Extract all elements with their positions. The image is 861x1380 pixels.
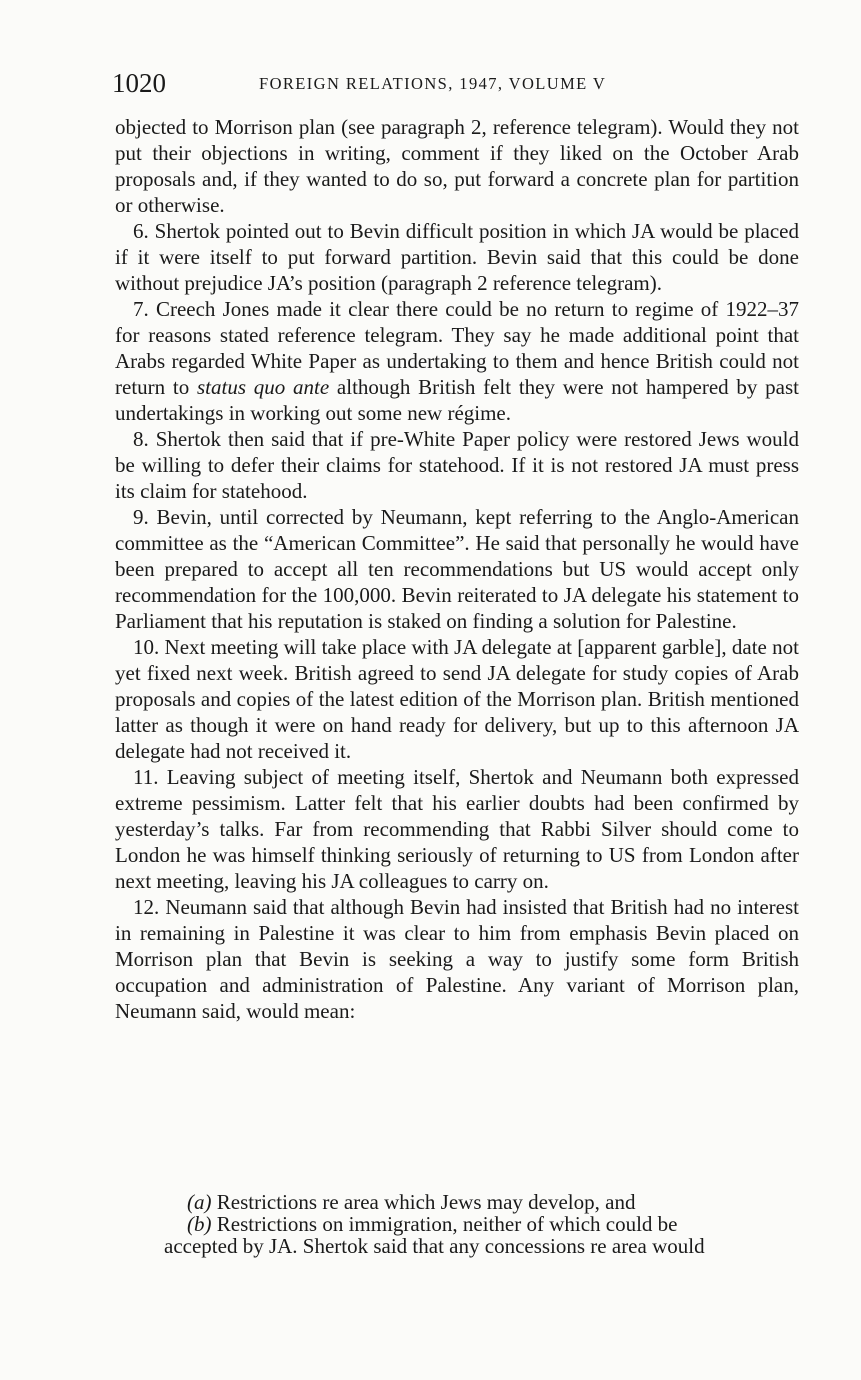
paragraph-7-text-before: 7. Creech Jones made it clear there could be no return to regime of 1922–37 for reasons stated reference telegram. They say he made additional point that Arabs regarded White Paper as undertaking to them and hence British could not return to: [115, 297, 799, 399]
paragraph-9: 9. Bevin, until corrected by Neumann, kept referring to the Anglo-American committee as the “American Committee”. He said that personally he would have been prepared to accept all ten recommendations but US would accept only recommendation for the 100,000. Bevin reiterated to JA delegate his statement to Parliament that his reputation is staked on finding a solution for Palestine.: [115, 505, 799, 633]
body-text: [115, 114, 799, 1024]
paragraph-continued: objected to Morrison plan (see paragraph 2, reference telegram). Would they not put their objections in writing, comment if they liked on the October Arab proposals and, if they wanted to do so, put forward a concrete plan for partition or otherwise.: [115, 115, 799, 217]
list-item-text: Restrictions re area which Jews may develop, and: [216, 1190, 636, 1214]
list-item-marker: (b): [187, 1212, 212, 1236]
paragraph-11: 11. Leaving subject of meeting itself, Shertok and Neumann both expressed extreme pessimism. Latter felt that his earlier doubts had been confirmed by yesterday’s talks. Far from recommending that Rabbi Silver should come to London he was himself thinking seriously of returning to US from London after next meeting, leaving his JA colleagues to carry on.: [115, 765, 799, 893]
paragraph-12: 12. Neumann said that although Bevin had insisted that British had no interest in remaining in Palestine it was clear to him from emphasis Bevin placed on Morrison plan that Bevin is seeking a way to justify some form British occupation and administration of Palestine. Any variant of Morrison plan, Neumann said, would mean:: [115, 895, 799, 1023]
paragraph-10: 10. Next meeting will take place with JA delegate at [apparent garble], date not yet fixed next week. British agreed to send JA delegate for study copies of Arab proposals and copies of the latest edition of the Morrison plan. British mentioned latter as though it were on hand ready for delivery, but up to this afternoon JA delegate had not received it.: [115, 635, 799, 763]
list-item-marker: (a): [187, 1190, 212, 1214]
restrictions-list: [115, 1191, 799, 1257]
paragraph-7: [115, 296, 799, 426]
paragraph-7-italic-phrase: status quo ante: [196, 375, 330, 399]
paragraph-6: 6. Shertok pointed out to Bevin difficult position in which JA would be placed if it were itself to put forward partition. Bevin said that this could be done without prejudice JA’s position (paragraph 2 reference telegram).: [115, 219, 799, 295]
running-head: FOREIGN RELATIONS, 1947, VOLUME V: [259, 74, 607, 93]
list-continuation: accepted by JA. Shertok said that any concessions re area would: [164, 1234, 705, 1258]
paragraph-8: 8. Shertok then said that if pre-White Paper policy were restored Jews would be willing to defer their claims for statehood. If it is not restored JA must press its claim for statehood.: [115, 427, 799, 503]
page-header: [112, 66, 802, 100]
list-item: [115, 1191, 799, 1213]
list-item: [115, 1213, 799, 1235]
paragraph-7-text-after: although British felt they were not hampered by past undertakings in working out some new régime.: [115, 375, 799, 425]
page-number: 1020: [112, 68, 166, 98]
list-item-text: Restrictions on immigration, neither of which could be: [216, 1212, 678, 1236]
